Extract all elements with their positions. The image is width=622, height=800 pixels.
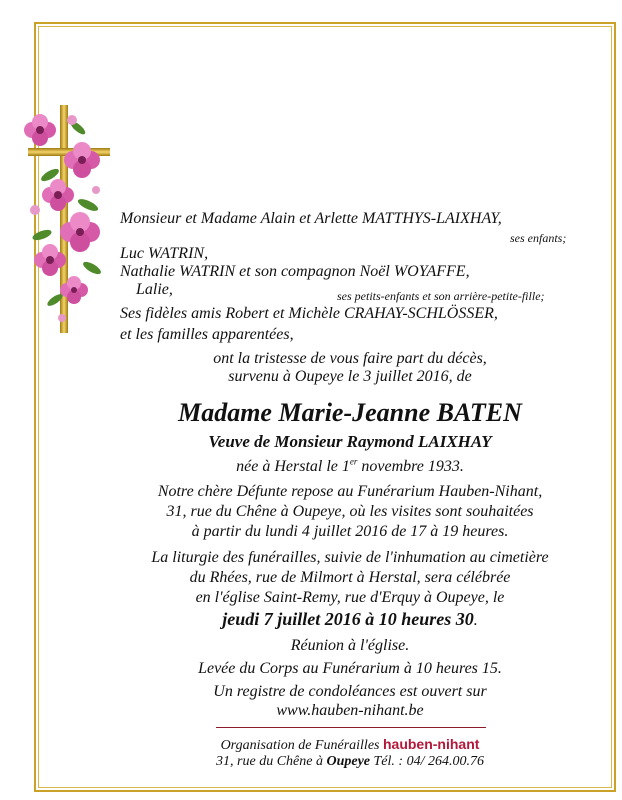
footer-address-town: Oupeye [326, 754, 371, 769]
funeral-line-3: en l'église Saint-Remy, rue d'Erquy à Oupeye, le [195, 589, 505, 606]
family-line-grandson: Luc WATRIN, [120, 245, 209, 262]
funeral-meeting: Réunion à l'église. [290, 637, 410, 654]
family-line-granddaughter: Nathalie WATRIN et son compagnon Noël WOYAFFE, [120, 263, 470, 280]
announcement-line-2: survenu à Oupeye le 3 juillet 2016, de [228, 368, 472, 385]
birth-prefix: née à Herstal le 1 [236, 458, 350, 475]
family-line-great-granddaughter: Lalie, [136, 281, 173, 298]
footer-phone: Tél. : 04/ 264.00.76 [373, 754, 484, 769]
family-role-children: ses enfants; [510, 231, 567, 245]
deceased-widow-of: Veuve de Monsieur Raymond LAIXHAY [208, 432, 492, 451]
visits-line-2: 31, rue du Chêne à Oupeye, où les visites sont souhaitées [166, 503, 534, 520]
footer-address-prefix: 31, rue du Chêne à [216, 754, 323, 769]
brand-logo-text: hauben-nihant [382, 736, 480, 752]
funeral-line-1: La liturgie des funérailles, suivie de l'inhumation au cimetière [151, 549, 549, 566]
deceased-birth [100, 458, 600, 476]
family-role-grandchildren: ses petits-enfants et son arrière-petite-fille; [337, 289, 545, 303]
funeral-levee: Levée du Corps au Funérarium à 10 heures 15. [198, 660, 502, 677]
footer-divider [216, 727, 486, 728]
deceased-name: Madame Marie-Jeanne BATEN [178, 398, 522, 427]
footer-address [150, 753, 550, 771]
footer-organisation [150, 735, 550, 755]
visits-line-3: à partir du lundi 4 juillet 2016 de 17 à 19 heures. [191, 523, 509, 540]
birth-ordinal: er [349, 456, 358, 467]
funeral-website[interactable]: www.hauben-nihant.be [276, 702, 424, 719]
funeral-line-2: du Rhées, rue de Milmort à Herstal, sera célébrée [189, 569, 511, 586]
funeral-date-punct: . [473, 612, 478, 629]
footer-org-prefix: Organisation de Funérailles [220, 738, 380, 753]
funeral-register: Un registre de condoléances est ouvert sur [213, 683, 487, 700]
funeral-date: jeudi 7 juillet 2016 à 10 heures 30 [222, 609, 474, 629]
family-line-friends: Ses fidèles amis Robert et Michèle CRAHAY-SCHLÖSSER, [120, 305, 498, 322]
funeral-date-line [100, 610, 600, 630]
family-line-relatives: et les familles apparentées, [120, 326, 294, 343]
announcement-line-1: ont la tristesse de vous faire part du décès, [213, 350, 487, 367]
birth-suffix: novembre 1933. [357, 458, 464, 475]
family-line-parents: Monsieur et Madame Alain et Arlette MATTHYS-LAIXHAY, [120, 210, 502, 227]
cross-with-flowers-decoration [0, 0, 130, 340]
visits-line-1: Notre chère Défunte repose au Funérarium Hauben-Nihant, [157, 483, 543, 500]
